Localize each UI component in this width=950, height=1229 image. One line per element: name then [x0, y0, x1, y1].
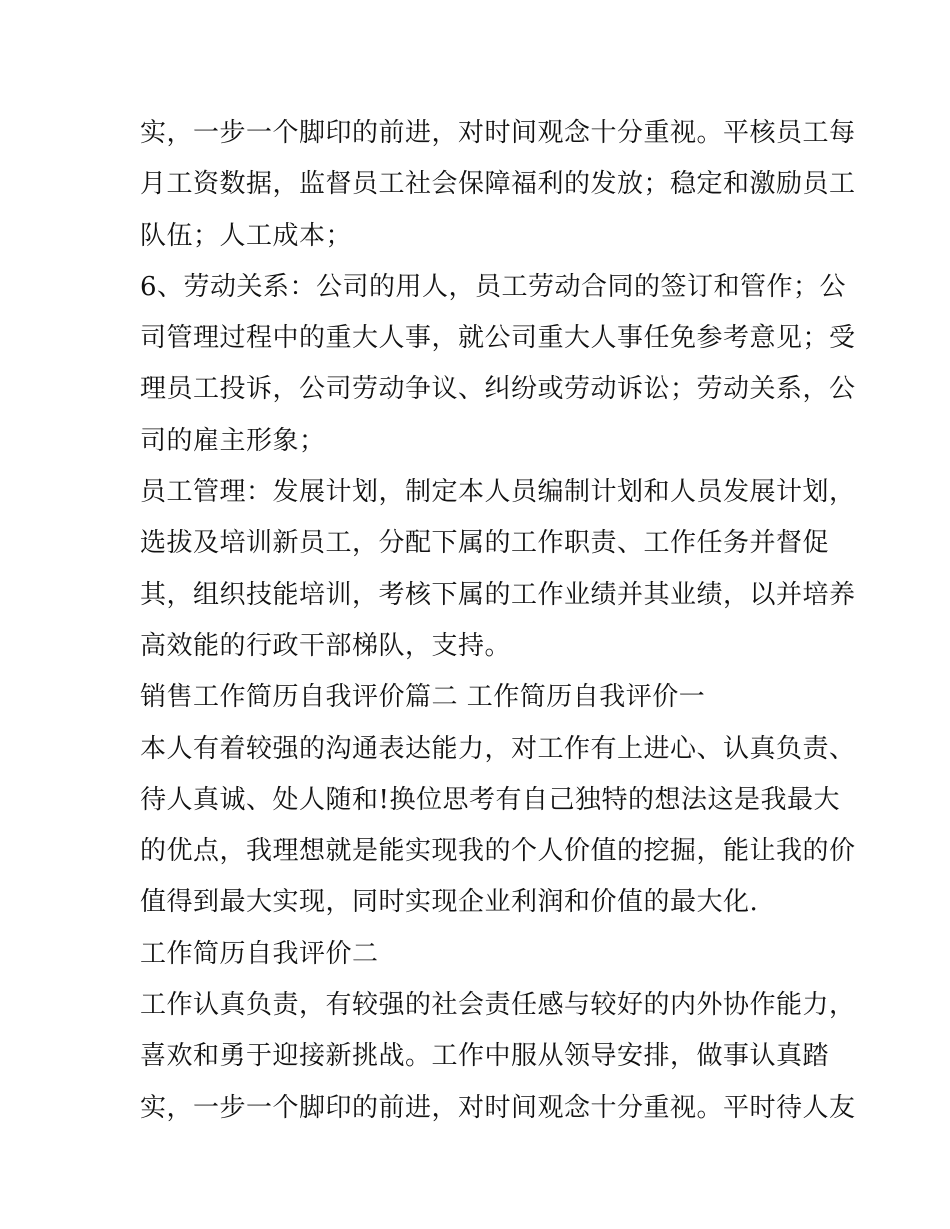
body-line: 工作认真负责，有较强的社会责任感与较好的内外协作能力， [140, 990, 856, 1021]
body-line: 选拔及培训新员工，分配下属的工作职责、工作任务并督促 [140, 528, 830, 559]
body-line: 实，一步一个脚印的前进，对时间观念十分重视。平核员工每 [140, 118, 856, 148]
body-line: 本人有着较强的沟通表达能力，对工作有上进心、认真负责、 [140, 733, 856, 764]
section-heading: 销售工作简历自我评价篇二 工作简历自我评价一 [140, 682, 706, 713]
body-line: 司管理过程中的重大人事，就公司重大人事任免参考意见；受 [140, 323, 856, 354]
body-line: 员工管理：发展计划，制定本人员编制计划和人员发展计划， [140, 477, 856, 508]
body-line: 理员工投诉，公司劳动争议、纠纷或劳动诉讼；劳动关系，公 [140, 374, 856, 405]
document-body [140, 108, 856, 1134]
body-line: 的优点，我理想就是能实现我的个人价值的挖掘，能让我的价 [140, 836, 856, 867]
section-heading: 工作简历自我评价二 [140, 938, 379, 969]
body-line: 司的雇主形象； [140, 425, 326, 456]
body-line: 6、劳动关系：公司的用人，员工劳动合同的签订和管作；公 [140, 271, 847, 302]
body-line: 高效能的行政干部梯队，支持。 [140, 630, 512, 661]
body-line: 其，组织技能培训，考核下属的工作业绩并其业绩，以并培养 [140, 579, 856, 610]
body-line: 待人真诚、处人随和!换位思考有自己独特的想法这是我最大 [140, 784, 840, 815]
body-line: 喜欢和勇于迎接新挑战。工作中服从领导安排，做事认真踏 [140, 1041, 830, 1072]
body-line: 月工资数据，监督员工社会保障福利的发放；稳定和激励员工 [140, 169, 856, 200]
body-line: 实，一步一个脚印的前进，对时间观念十分重视。平时待人友 [140, 1092, 856, 1123]
body-line: 值得到最大实现，同时实现企业利润和价值的最大化. [140, 887, 759, 918]
body-line: 队伍；人工成本； [140, 220, 353, 251]
